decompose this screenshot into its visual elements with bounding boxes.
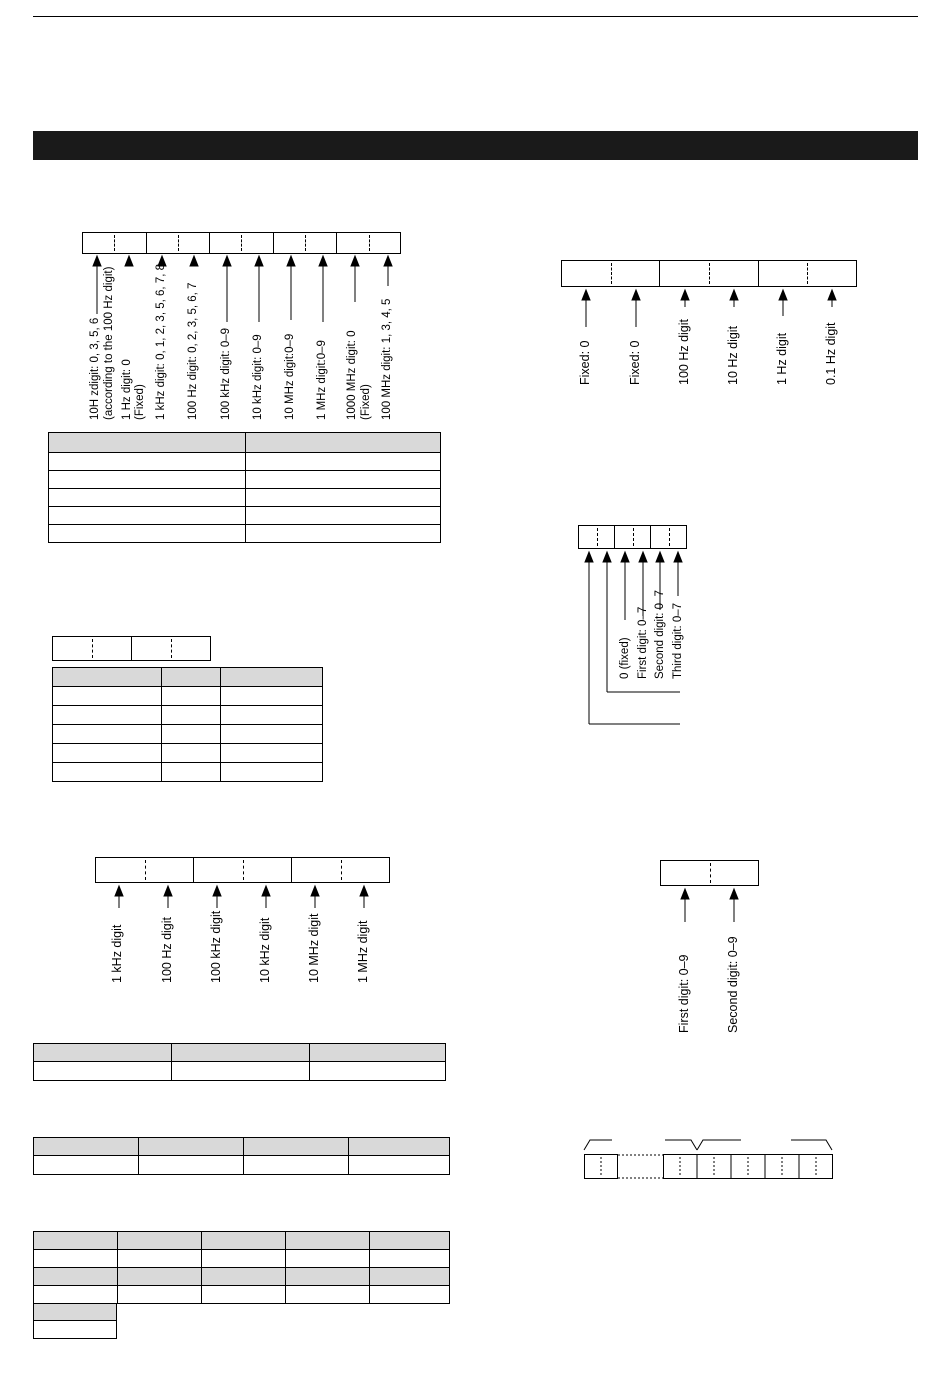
d1-label-1000mhz: 1000 MHz digit: 0	[346, 330, 358, 420]
d1-label-10hz: 10H zdigit: 0, 3, 5, 6	[89, 317, 101, 420]
d4-label-1mhz: 1 MHz digit	[356, 920, 370, 983]
d5-label-first: First digit: 0–9	[677, 954, 691, 1033]
d2-label-01hz: 0.1 Hz digit	[824, 322, 838, 385]
d1-label-10khz: 10 kHz digit: 0–9	[252, 334, 264, 420]
d1-label-100khz: 100 kHz digit: 0–9	[220, 327, 232, 420]
d3-label-third: Third digit: 0–7	[672, 602, 684, 679]
d1-label-10mhz: 10 MHz digit:0–9	[284, 333, 296, 420]
d4-label-100hz: 100 Hz digit	[160, 916, 174, 983]
d5-label-second: Second digit: 0–9	[726, 936, 740, 1033]
d2-label-10hz: 10 Hz digit	[726, 325, 740, 385]
d4-label-10mhz: 10 MHz digit	[307, 913, 321, 983]
d2-label-1hz: 1 Hz digit	[775, 332, 789, 385]
d2-label-fixed-a: Fixed: 0	[578, 340, 592, 385]
d1-label-1khz: 1 kHz digit: 0, 1, 2, 3, 5, 6, 7, 8	[155, 264, 167, 420]
d4-label-1khz: 1 kHz digit	[110, 924, 124, 983]
d2-label-fixed-b: Fixed: 0	[628, 340, 642, 385]
d1-label-1000mhz-note: (Fixed)	[360, 384, 372, 420]
d4-label-10khz: 10 kHz digit	[258, 917, 272, 983]
d1-label-1mhz: 1 MHz digit:0–9	[316, 340, 328, 420]
d1-label-100mhz: 100 MHz digit: 1, 3, 4, 5	[381, 298, 393, 420]
d1-label-100hz: 100 Hz digit: 0, 2, 3, 5, 6, 7	[187, 282, 199, 420]
d1-label-10hz-note: (according to the 100 Hz digit)	[103, 266, 115, 420]
d3-label-0-fixed: 0 (fixed)	[619, 637, 631, 679]
d4-label-100khz: 100 kHz digit	[209, 910, 223, 983]
d1-label-1hz: 1 Hz digit: 0	[121, 359, 133, 420]
d1-label-1hz-note: (Fixed)	[134, 384, 146, 420]
d2-label-100hz: 100 Hz digit	[677, 318, 691, 385]
d3-label-second: Second digit: 0–7	[654, 590, 666, 679]
d3-label-first: First digit: 0–7	[637, 606, 649, 679]
